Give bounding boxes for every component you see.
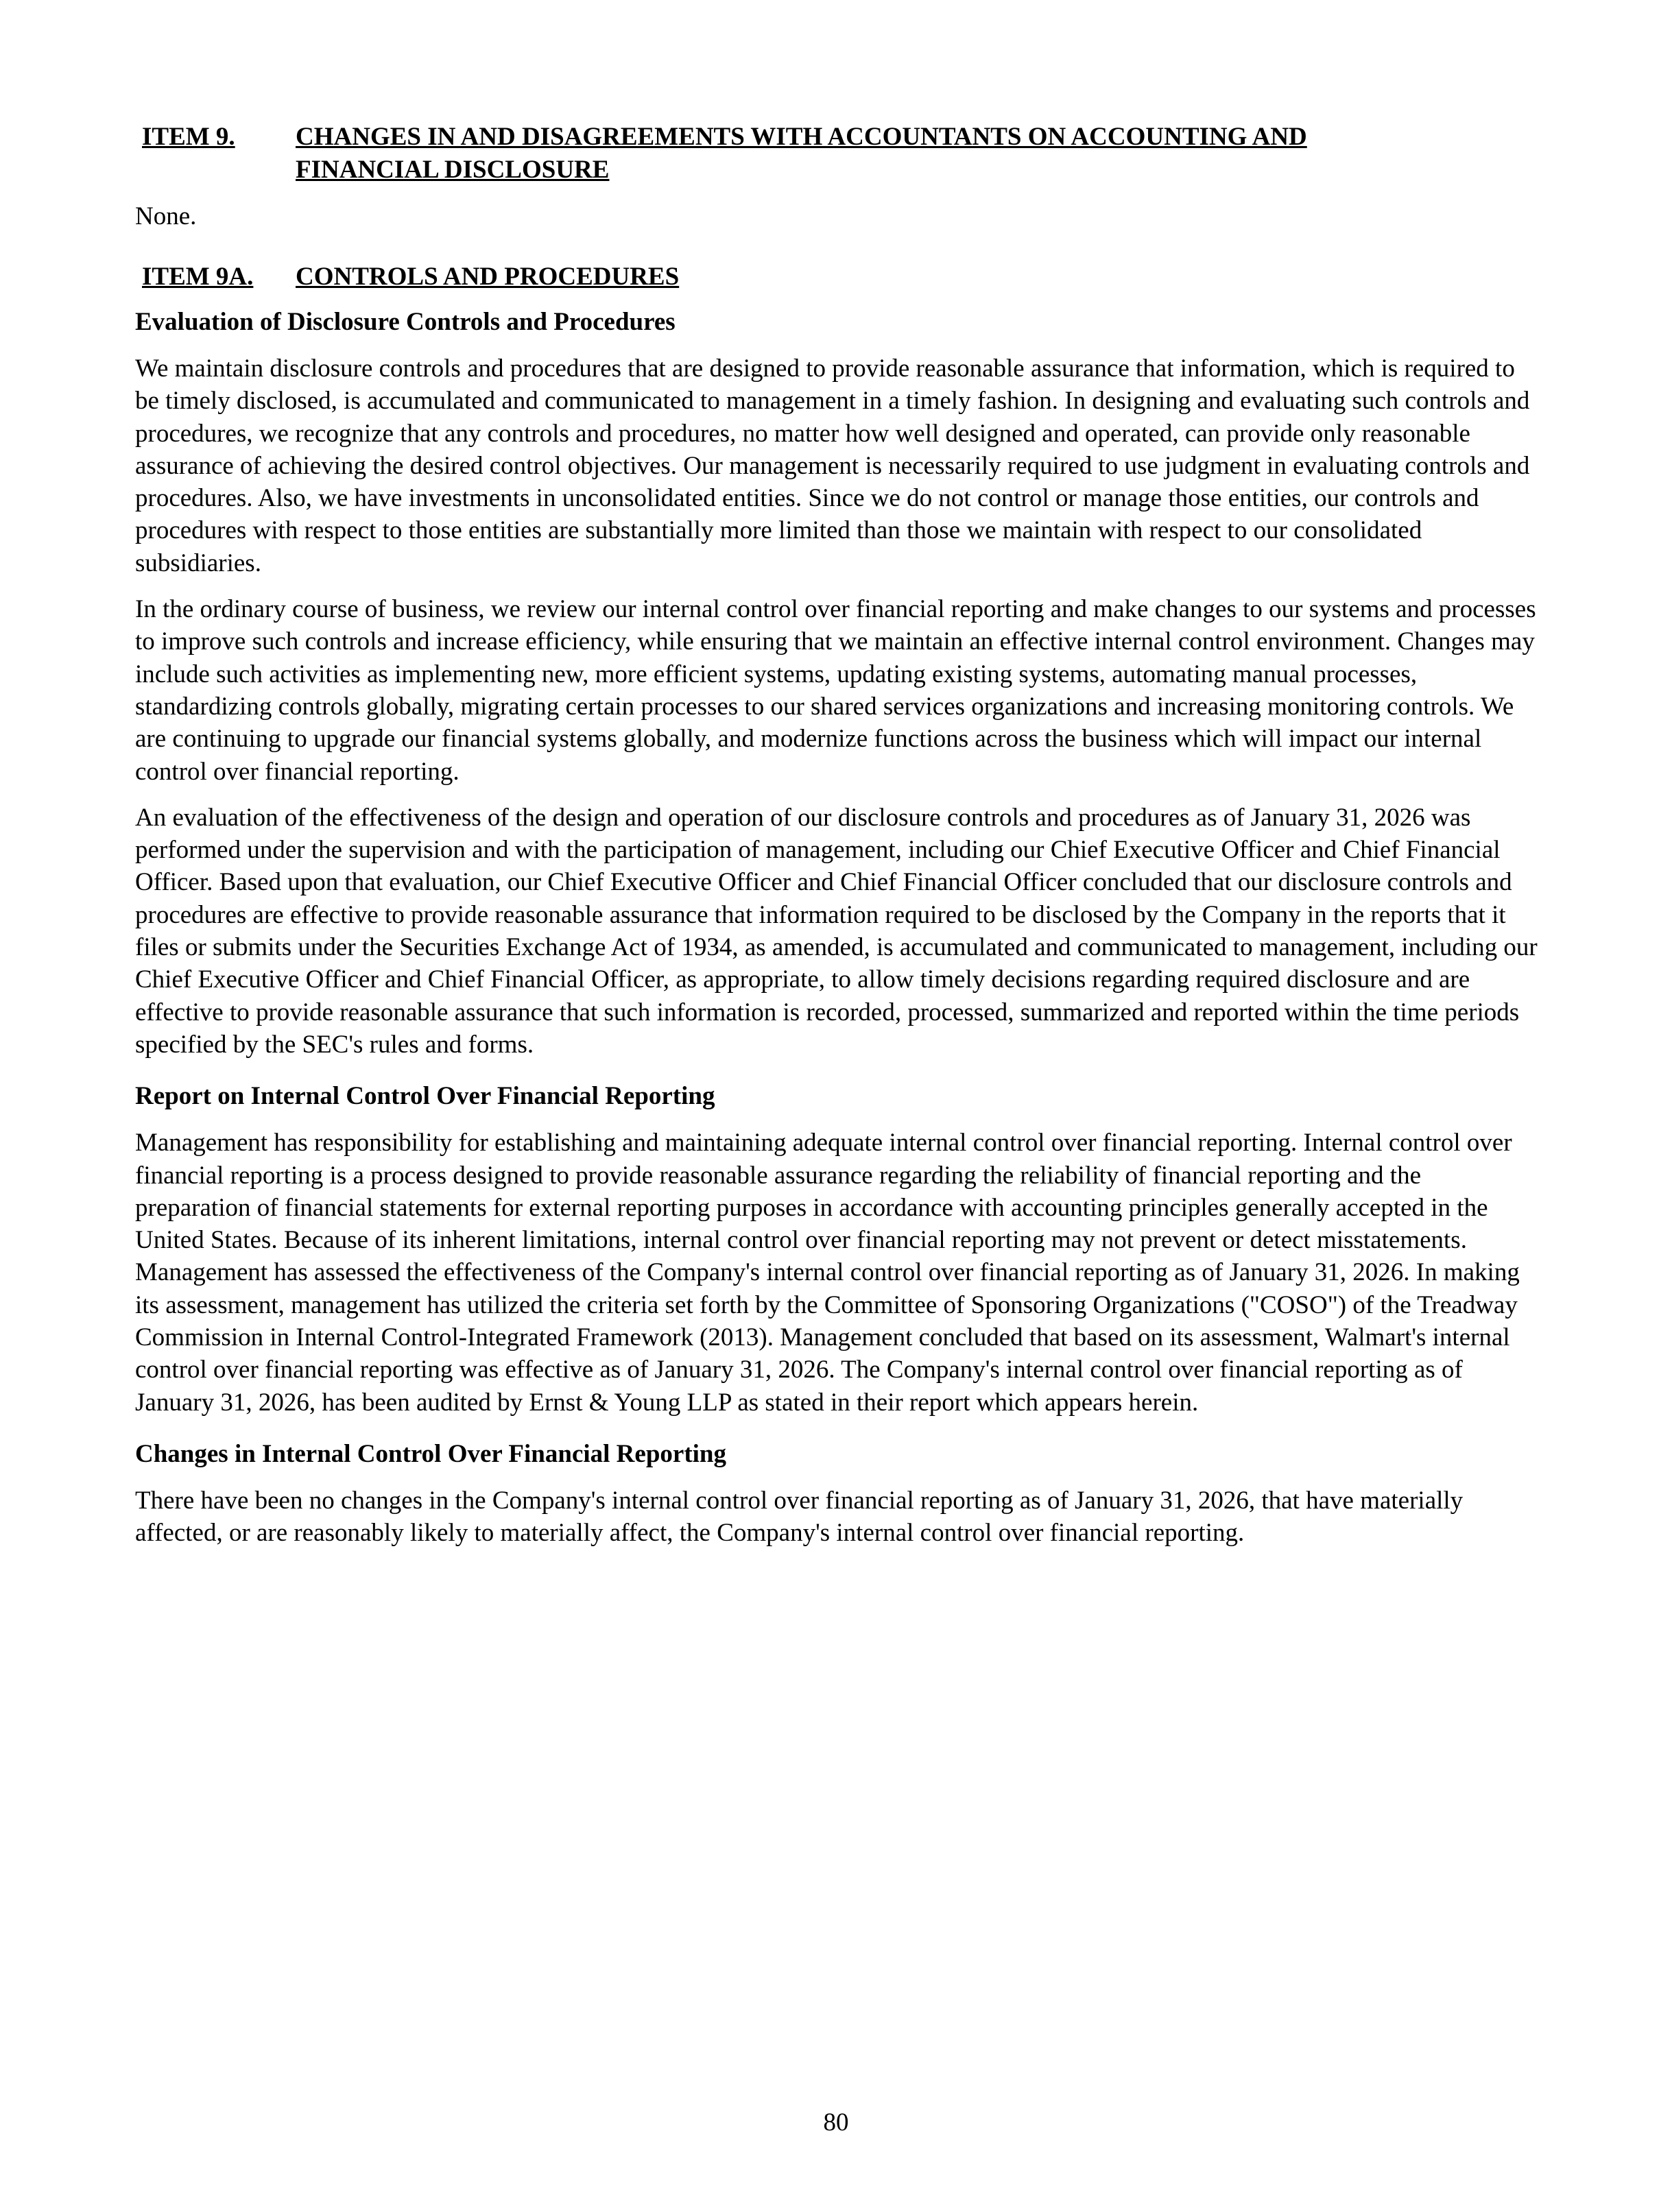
changes-paragraph-1: There have been no changes in the Company's internal control over financial reporting as of January 31, 2026, that have materially affected, or are reasonably likely to materially affect, the Company's internal control over financial reporting.	[135, 1486, 1464, 1548]
item-9a-heading	[142, 261, 1541, 293]
document-page	[135, 121, 1541, 1563]
item-9-title-line1: CHANGES IN AND DISAGREEMENTS WITH ACCOUNTANTS ON ACCOUNTING AND	[296, 123, 1307, 151]
report-heading: Report on Internal Control Over Financial Reporting	[135, 1082, 715, 1111]
evaluation-paragraph-2: In the ordinary course of business, we review our internal control over financial reporting and make changes to our systems and processes to improve such controls and increase efficiency, while ensuring that we maintain an effective internal control environment. Changes may include such activities as implementing new, more efficient systems, updating existing systems, automating manual processes, standardizing controls globally, migrating certain processes to our shared services organizations and increasing monitoring controls. We are continuing to upgrade our financial systems globally, and modernize functions across the business which will impact our internal control over financial reporting.	[135, 595, 1536, 786]
evaluation-heading: Evaluation of Disclosure Controls and Procedures	[135, 308, 676, 336]
changes-heading: Changes in Internal Control Over Financial Reporting	[135, 1439, 727, 1468]
item-9-heading	[142, 121, 1541, 187]
item-9a-number: ITEM 9A.	[142, 263, 254, 291]
report-paragraph-1: Management has responsibility for establishing and maintaining adequate internal control over financial reporting. Internal control over financial reporting is a process designed to provide reasonable assurance regarding the reliability of financial reporting and the preparation of financial statements for external reporting purposes in accordance with accounting principles generally accepted in the United States. Because of its inherent limitations, internal control over financial reporting may not prevent or detect misstatements. Management has assessed the effectiveness of the Company's internal control over financial reporting as of January 31, 2026. In making its assessment, management has utilized the criteria set forth by the Committee of Sponsoring Organizations ("COSO") of the Treadway Commission in Internal Control-Integrated Framework (2013). Management concluded that based on its assessment, Walmart's internal control over financial reporting was effective as of January 31, 2026. The Company's internal control over financial reporting as of January 31, 2026, has been audited by Ernst & Young LLP as stated in their report which appears herein.	[135, 1129, 1520, 1417]
item-9-title	[296, 121, 1307, 187]
item-9-title-line2: FINANCIAL DISCLOSURE	[296, 156, 610, 184]
page-number: 80	[823, 2108, 849, 2137]
evaluation-paragraph-1: We maintain disclosure controls and procedures that are designed to provide reasonable assurance that information, which is required to be timely disclosed, is accumulated and communicated to management in a timely fashion. In designing and evaluating such controls and procedures, we recognize that any controls and procedures, no matter how well designed and operated, can provide only reasonable assurance of achieving the desired control objectives. Our management is necessarily required to use judgment in evaluating controls and procedures. Also, we have investments in unconsolidated entities. Since we do not control or manage those entities, our controls and procedures with respect to those entities are substantially more limited than those we maintain with respect to our consolidated subsidiaries.	[135, 354, 1530, 577]
item-9a-title: CONTROLS AND PROCEDURES	[296, 263, 680, 291]
evaluation-paragraph-3: An evaluation of the effectiveness of the design and operation of our disclosure controls and procedures as of January 31, 2026 was performed under the supervision and with the participation of management, including our Chief Executive Officer and Chief Financial Officer. Based upon that evaluation, our Chief Executive Officer and Chief Financial Officer concluded that our disclosure controls and procedures are effective to provide reasonable assurance that information required to be disclosed by the Company in the reports that it files or submits under the Securities Exchange Act of 1934, as amended, is accumulated and communicated to management, including our Chief Executive Officer and Chief Financial Officer, as appropriate, to allow timely decisions regarding required disclosure and are effective to provide reasonable assurance that such information is recorded, processed, summarized and reported within the time periods specified by the SEC's rules and forms.	[135, 803, 1538, 1059]
item-9-number: ITEM 9.	[142, 123, 235, 151]
item-9-body: None.	[135, 202, 197, 230]
